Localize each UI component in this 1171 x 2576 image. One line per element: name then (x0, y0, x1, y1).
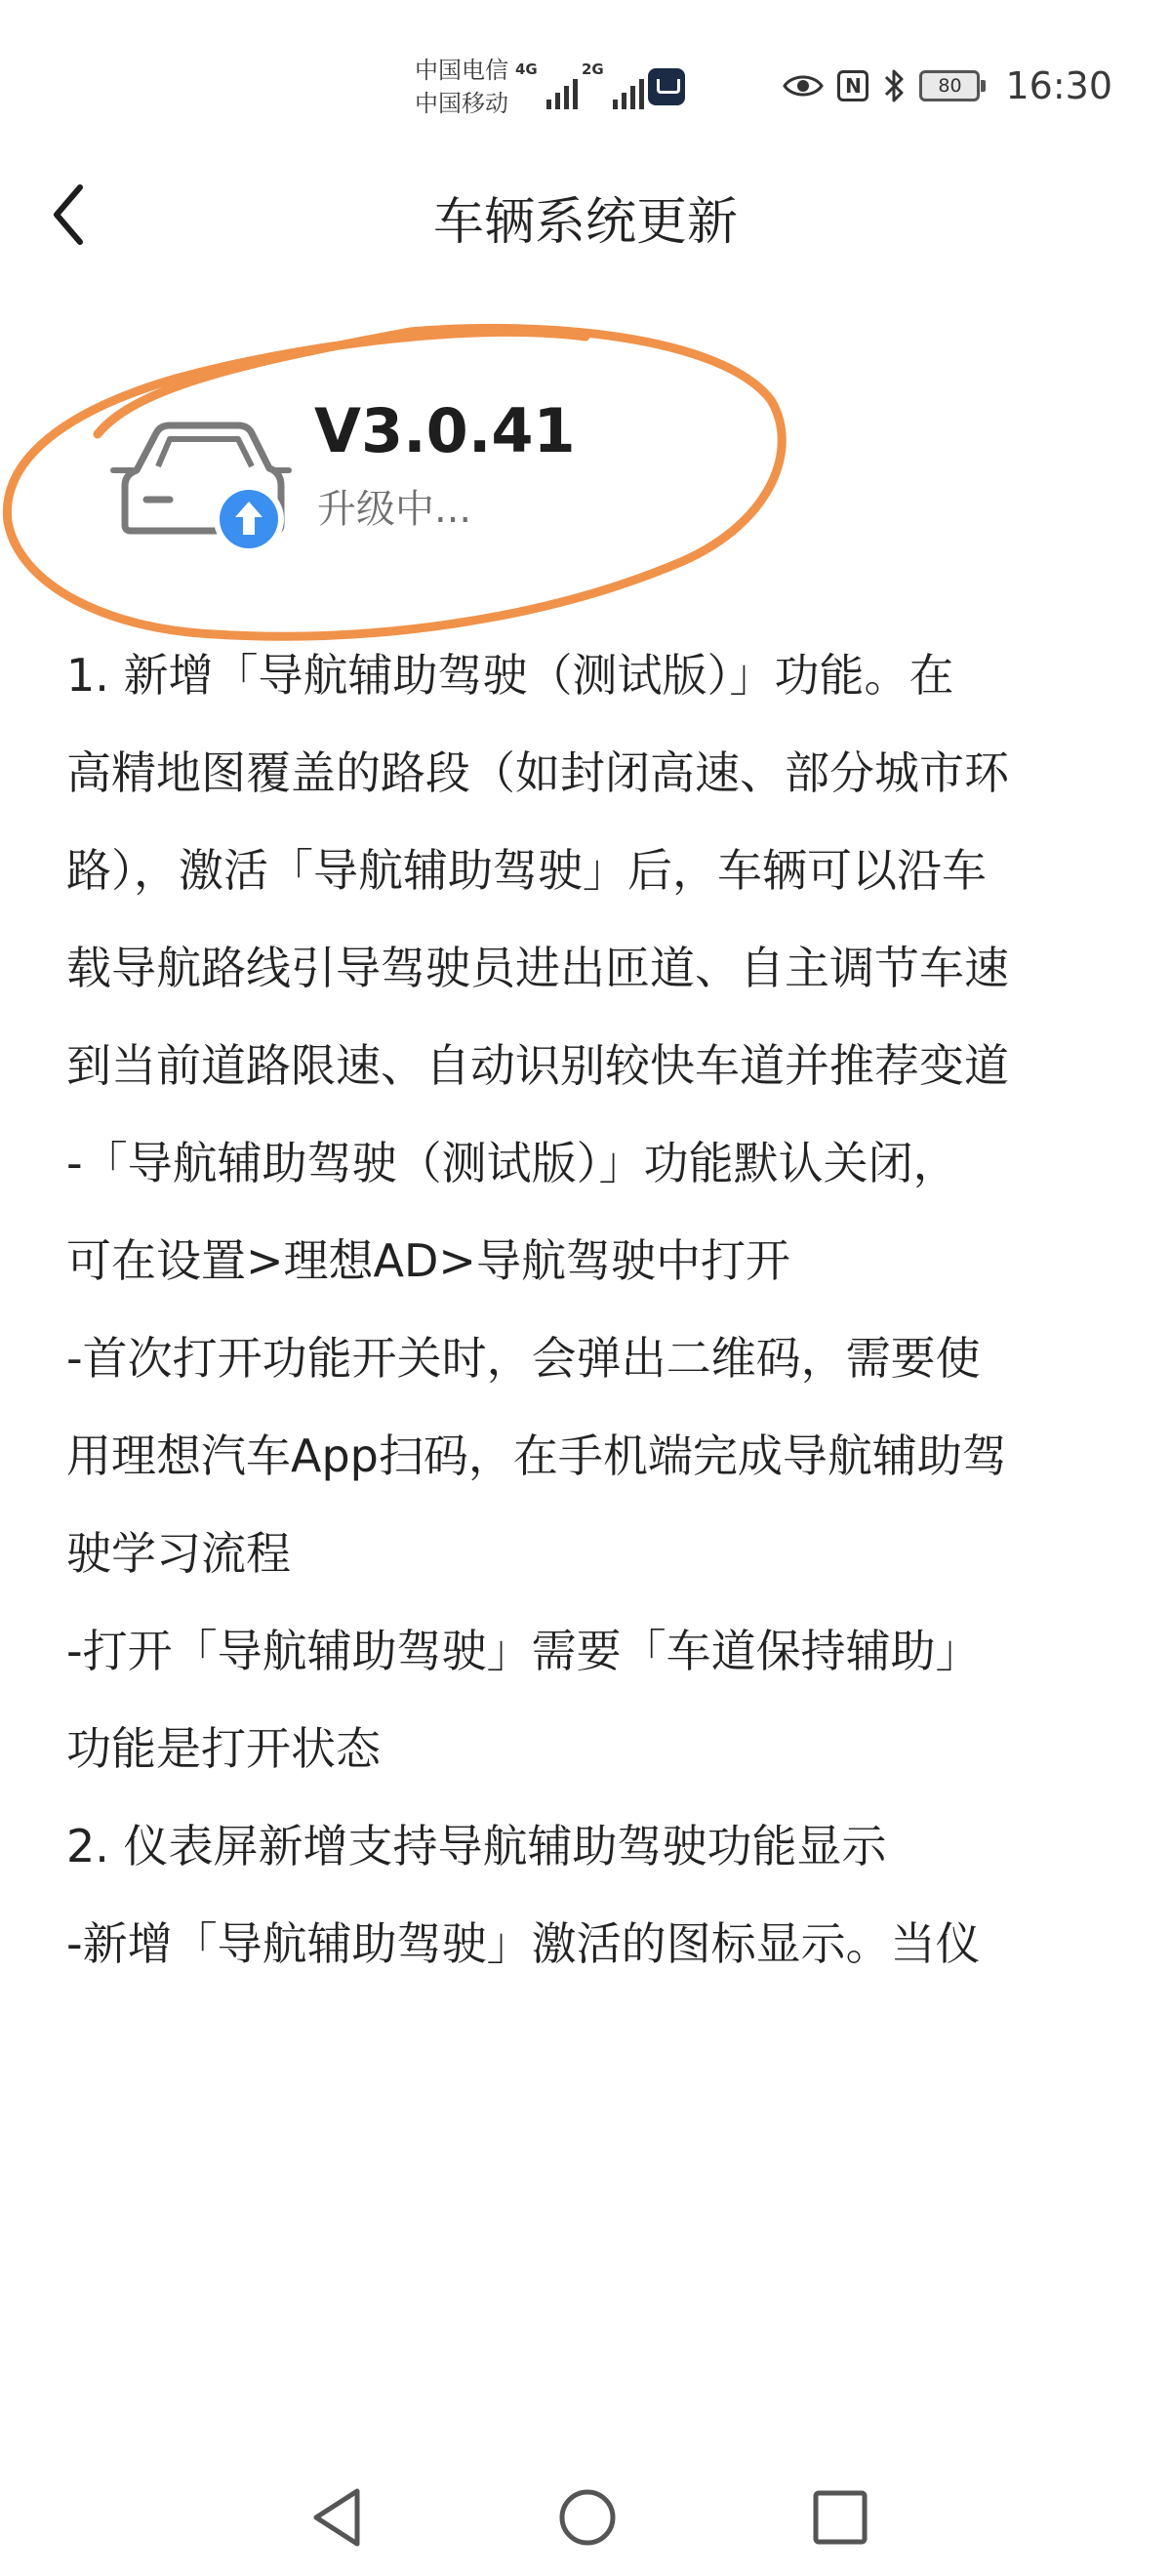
carrier-names (415, 54, 512, 120)
version-number: V3.0.41 (314, 395, 576, 466)
recents-square-icon (816, 2493, 865, 2542)
back-triangle-icon (316, 2491, 357, 2544)
status-bar (0, 0, 1171, 166)
car-icon (107, 410, 293, 556)
header (0, 156, 1171, 273)
nav-back-button[interactable] (303, 2483, 371, 2552)
note-line: 载导航路线引导驾驶员进出匝道、自主调节车速 (66, 942, 1009, 994)
upload-arrow-icon (214, 484, 284, 554)
status-icons (783, 57, 1112, 115)
note-line: 高精地图覆盖的路段（如封闭高速、部分城市环 (66, 746, 1009, 799)
note-line: -新增「导航辅助驾驶」激活的图标显示。当仪 (66, 1917, 981, 1970)
note-line: 1. 新增「导航辅助驾驶（测试版）」功能。在 (66, 649, 954, 702)
note-line: 可在设置>理想AD>导航驾驶中打开 (66, 1234, 790, 1287)
signal-strength-2 (582, 60, 644, 109)
note-line: 驶学习流程 (66, 1527, 291, 1580)
release-notes (66, 626, 1120, 1992)
network-type-2: 2G (582, 60, 604, 78)
signal-bars-icon (613, 79, 644, 109)
carrier-name-2: 中国移动 (415, 90, 508, 117)
bluetooth-icon (882, 67, 906, 104)
signal-strength-1 (515, 60, 578, 109)
note-line: -打开「导航辅助驾驶」需要「车道保持辅助」 (66, 1625, 981, 1677)
battery-icon (919, 70, 980, 101)
nav-recents-button[interactable] (806, 2483, 874, 2552)
note-line: -「导航辅助驾驶（测试版）」功能默认关闭， (66, 1137, 958, 1189)
app-notification-icon (648, 68, 685, 105)
note-line: -首次打开功能开关时，会弹出二维码，需要使 (66, 1332, 981, 1385)
home-circle-icon (562, 2492, 613, 2543)
nav-home-button[interactable] (553, 2483, 622, 2552)
network-type-1: 4G (515, 60, 538, 78)
note-line: 到当前道路限速、自动识别较快车道并推荐变道 (66, 1039, 1009, 1092)
note-line: 路），激活「导航辅助驾驶」后，车辆可以沿车 (66, 844, 987, 897)
version-block (0, 371, 1171, 566)
note-line: 功能是打开状态 (66, 1722, 381, 1775)
carrier-name-1: 中国电信 (415, 57, 508, 84)
signal-bars-icon (546, 79, 578, 109)
navigation-bar (0, 2459, 1171, 2576)
clock: 16:30 (1005, 64, 1112, 107)
update-status: 升级中... (317, 487, 472, 532)
note-line: 2. 仪表屏新增支持导航辅助驾驶功能显示 (66, 1820, 887, 1872)
eye-icon (783, 72, 824, 100)
nfc-icon: N (837, 70, 868, 101)
battery-level: 80 (938, 75, 962, 97)
page-title: 车辆系统更新 (432, 193, 738, 252)
note-line: 用理想汽车App扫码，在手机端完成导航辅助驾 (66, 1429, 1007, 1482)
